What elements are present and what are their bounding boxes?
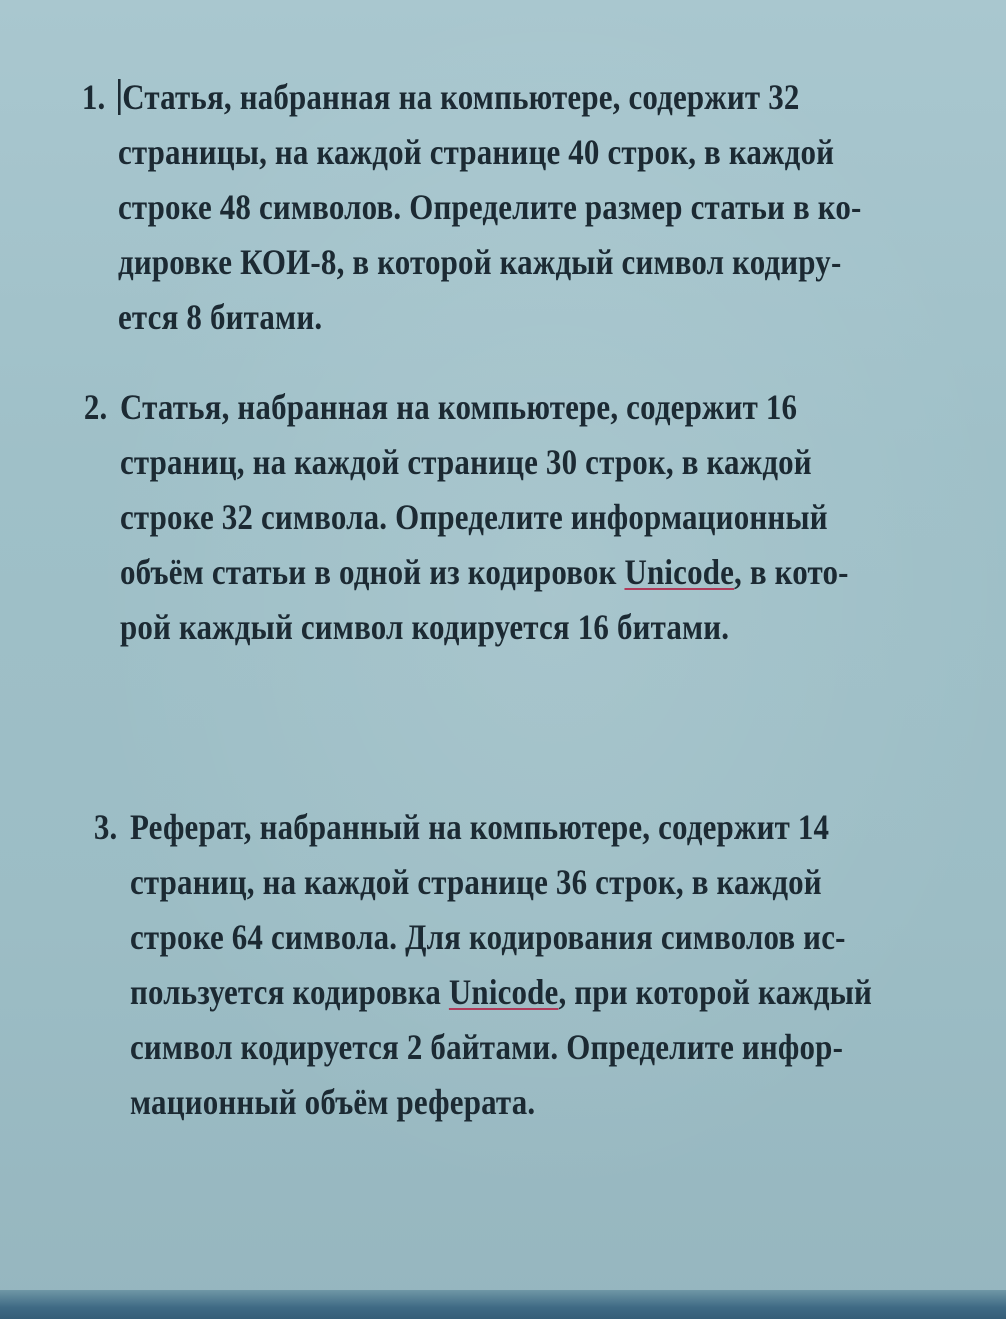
task-1-line-5: ется 8 битами.: [118, 297, 323, 337]
task-2: [83, 380, 849, 655]
task-1-line-1: Статья, набранная на компьютере, содержит 32: [118, 70, 832, 125]
task-2-line-2: страниц, на каждой странице 30 строк, в каждой: [120, 442, 812, 482]
task-1-line-2: страницы, на каждой странице 40 строк, в каждой: [118, 132, 835, 172]
task-3-line-4: пользуется кодировка Unicode, при которой каждый: [130, 972, 873, 1012]
task-2-line-3: строке 32 символа. Определите информационный: [120, 497, 828, 537]
task-3-line-5: символ кодируется 2 байтами. Определите инфор-: [130, 1027, 844, 1067]
task-3-line-3: строке 64 символа. Для кодирования символов ис-: [130, 917, 846, 957]
task-1-line-3: строке 48 символов. Определите размер статьи в ко-: [118, 187, 862, 227]
task-2-line-5: рой каждый символ кодируется 16 битами.: [120, 607, 730, 647]
task-3-number: 3.: [93, 807, 118, 847]
task-2-number: 2.: [83, 387, 108, 427]
task-3: [93, 800, 873, 1130]
task-1-line-4: дировке КОИ-8, в которой каждый символ кодиру-: [118, 242, 842, 282]
task-3-line-6: мационный объём реферата.: [130, 1082, 536, 1122]
task-2-line-1: Статья, набранная на компьютере, содержит 16: [120, 387, 798, 427]
unicode-word: Unicode: [448, 972, 559, 1012]
screen-bottom-edge: [0, 1290, 1006, 1319]
task-2-line-4: объём статьи в одной из кодировок Unicode, в кото-: [120, 552, 849, 592]
unicode-word: Unicode: [624, 552, 735, 592]
task-3-line-2: страниц, на каждой странице 36 строк, в каждой: [130, 862, 822, 902]
text-cursor: [118, 79, 121, 115]
task-1-number: 1.: [81, 77, 106, 117]
task-1: [81, 70, 862, 345]
task-3-line-1: Реферат, набранный на компьютере, содержит 14: [130, 807, 830, 847]
